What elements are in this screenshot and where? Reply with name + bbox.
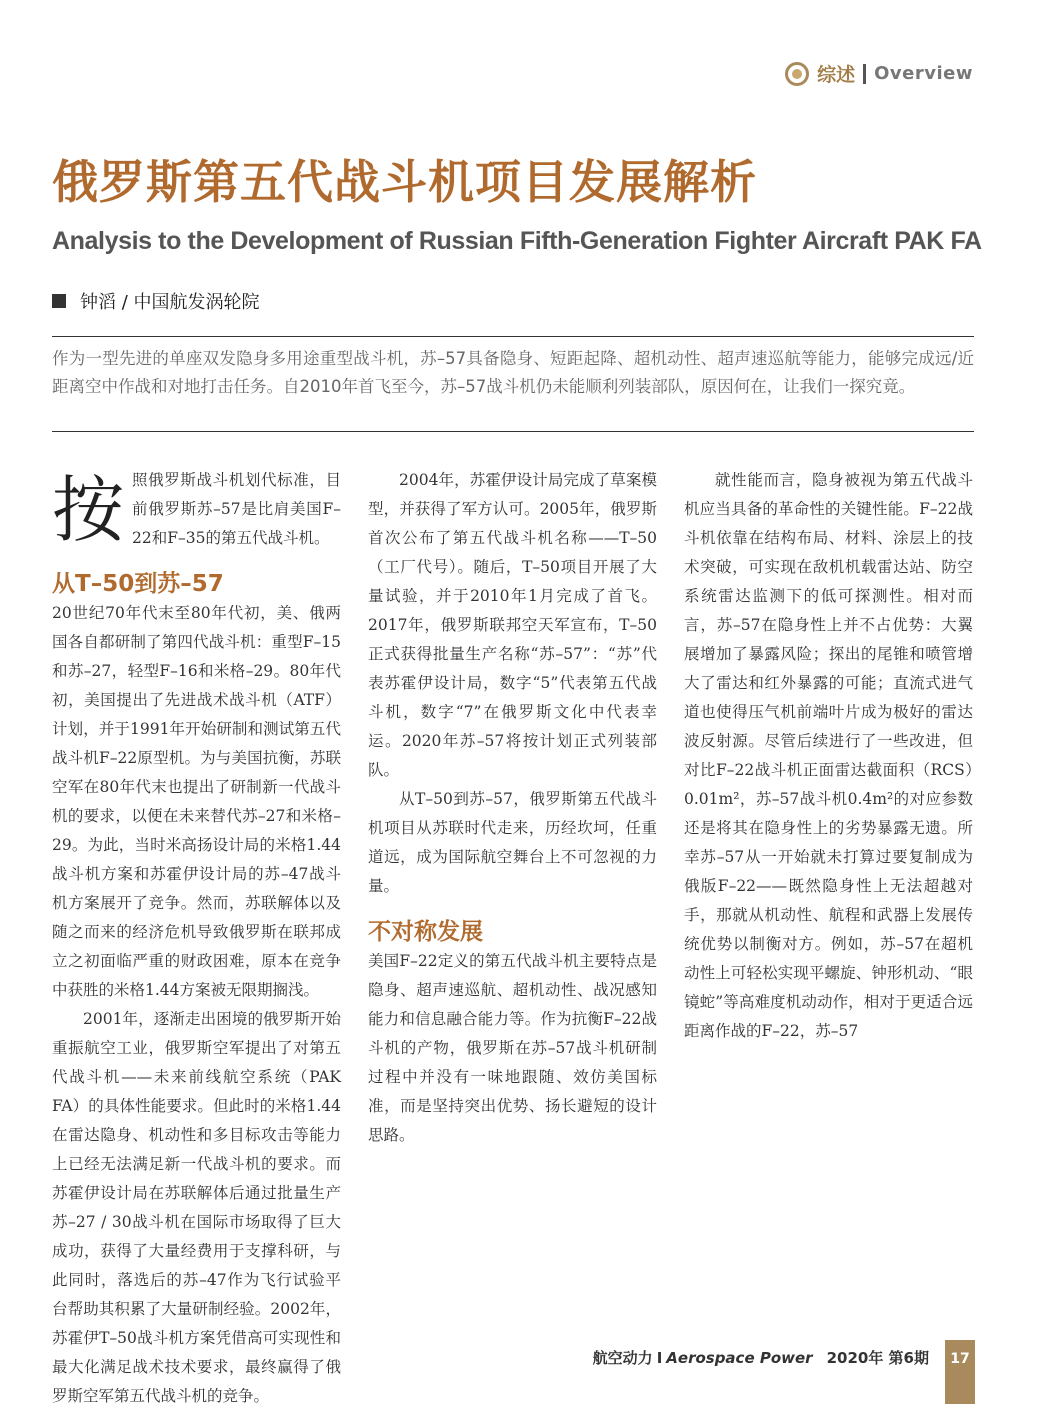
article-body [52,466,974,1411]
section-heading-1: 从T–50到苏–57 [52,571,224,597]
footer-separator: I [656,1348,663,1367]
column-2 [368,466,657,1411]
intro-paragraph: 照俄罗斯战斗机划代标准，目前俄罗斯苏–57是比肩美国F–22和F–35的第五代战斗机。 [132,471,341,547]
journal-name-cn: 航空动力 [592,1349,653,1367]
section-tag [785,60,973,87]
paragraph-1: 20世纪70年代末至80年代初，美、俄两国各自都研制了第四代战斗机：重型F–15和苏–27，轻型F–16和米格–29。80年代初，美国提出了先进战术战斗机（ATF）计划，并于1991年开始研制和测试第五代战斗机F–22原型机。为与美国抗衡，苏联空军在80年代末也提出了研制新一代战斗机的要求，以便在未来替代苏–27和米格–29。为此，当时米高扬设计局的米格1.44战斗机方案和苏霍伊设计局的苏–47战斗机方案展开了竞争。然而，苏联解体以及随之而来的经济危机导致俄罗斯在联邦成立之初面临严重的财政困难，原本在竞争中获胜的米格1.44方案被无限期搁浅。 [52,604,341,999]
column-3 [684,466,973,1411]
article-title-cn: 俄罗斯第五代战斗机项目发展解析 [52,155,757,209]
paragraph-6: 就性能而言，隐身被视为第五代战斗机应当具备的革命性的关键性能。F–22战斗机依靠在结构布局、材料、涂层上的技术突破，可实现在敌机机载雷达站、防空系统雷达监测下的低可探测性。相对而言，苏–57在隐身性上并不占优势：大翼展增加了暴露风险；探出的尾锥和喷管增大了雷达和红外暴露的可能；直流式进气道也使得压气机前端叶片成为极好的雷达波反射源。尽管后续进行了一些改进，但对比F–22战斗机正面雷达截面积（RCS）0.01m²，苏–57战斗机0.4m²的对应参数还是将其在隐身性上的劣势暴露无遗。所幸苏–57从一开始就未打算过要复制成为俄版F–22——既然隐身性上无法超越对手，那就从机动性、航程和武器上发展传统优势以制衡对方。例如，苏–57在超机动性上可轻松实现平螺旋、钟形机动、“眼镜蛇”等高难度机动动作，相对于更适合远距离作战的F–22，苏–57 [684,471,973,1040]
section-heading-2: 不对称发展 [368,919,483,945]
section-label-en: Overview [874,63,973,84]
paragraph-4: 从T–50到苏–57，俄罗斯第五代战斗机项目从苏联时代走来，历经坎坷，任重道远，成为国际航空舞台上不可忽视的力量。 [368,790,657,895]
column-1 [52,466,341,1411]
paragraph-3: 2004年，苏霍伊设计局完成了草案模型，并获得了军方认可。2005年，俄罗斯首次公布了第五代战斗机名称——T–50（工厂代号）。随后，T–50项目开展了大量试验，并于2010年1月完成了首飞。2017年，俄罗斯联邦空天军宣布，T–50正式获得批量生产名称“苏–57”：“苏”代表苏霍伊设计局，数字“5”代表第五代战斗机，数字“7”在俄罗斯文化中代表幸运。2020年苏–57将按计划正式列装部队。 [368,471,657,779]
paragraph-5: 美国F–22定义的第五代战斗机主要特点是隐身、超声速巡航、超机动性、战况感知能力和信息融合能力等。作为抗衡F–22战斗机的产物，俄罗斯在苏–57战斗机研制过程中并没有一味地跟随、效仿美国标准，而是坚持突出优势、扬长避短的设计思路。 [368,952,657,1144]
page-footer [593,1347,929,1368]
journal-emblem-icon [785,62,809,86]
author-bullet-icon [52,294,66,308]
article-title-en: Analysis to the Development of Russian Fifth-Generation Fighter Aircraft PAK FA [52,227,982,255]
abstract: 作为一型先进的单座双发隐身多用途重型战斗机，苏–57具备隐身、短距起降、超机动性、超声速巡航等能力，能够完成远/近距离空中作战和对地打击任务。自2010年首飞至今，苏–57战斗机仍未能顺利列装部队，原因何在，让我们一探究竟。 [52,336,974,432]
issue-number: 2020年 第6期 [826,1349,929,1367]
page-number: 17 [945,1340,975,1404]
author-line [52,288,260,314]
section-divider [863,64,866,84]
journal-name-en: Aerospace Power [666,1348,813,1367]
drop-cap: 按 [52,468,125,552]
section-label-cn: 综述 [817,64,856,86]
author-name: 钟滔 / 中国航发涡轮院 [80,292,260,313]
paragraph-2: 2001年，逐渐走出困境的俄罗斯开始重振航空工业，俄罗斯空军提出了对第五代战斗机——未来前线航空系统（PAK FA）的具体性能要求。但此时的米格1.44在雷达隐身、机动性和多目标攻击等能力上已经无法满足新一代战斗机的要求。而苏霍伊设计局在苏联解体后通过批量生产苏–27 / 30战斗机在国际市场取得了巨大成功，获得了大量经费用于支撑科研，与此同时，落选后的苏–47作为飞行试验平台帮助其积累了大量研制经验。2002年，苏霍伊T–50战斗机方案凭借高可实现性和最大化满足战术技术要求，最终赢得了俄罗斯空军第五代战斗机的竞争。 [52,1010,341,1405]
